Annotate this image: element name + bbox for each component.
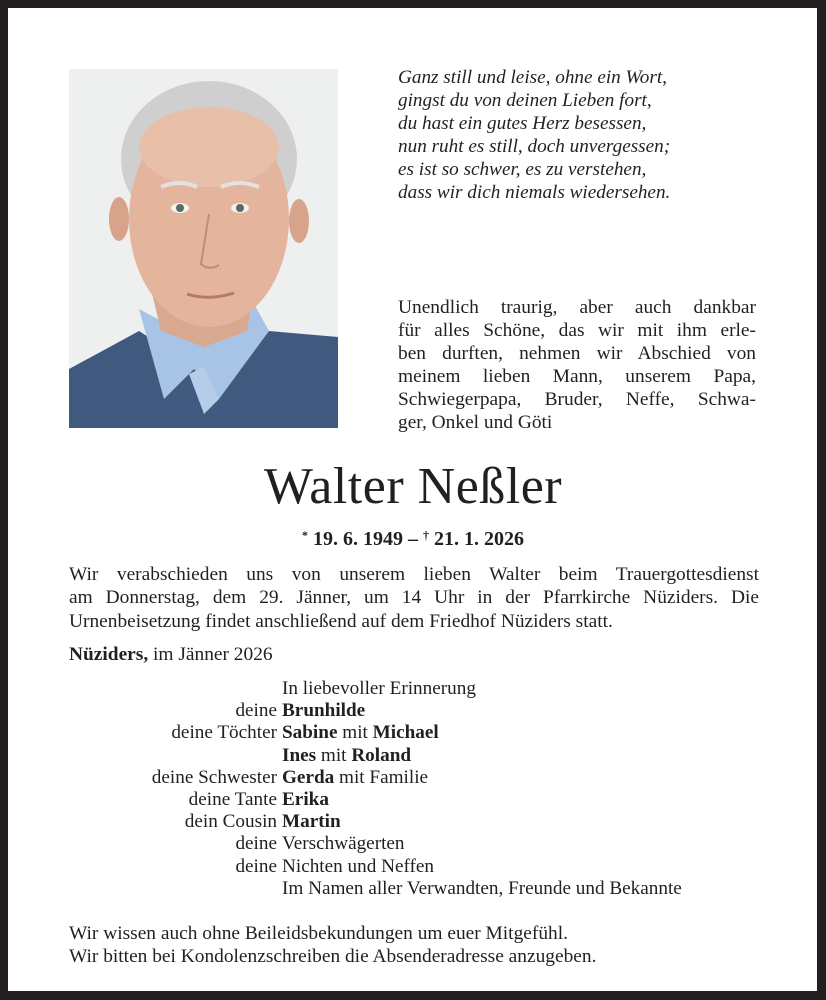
intro-line: Unendlich traurig, aber auch dankbar	[398, 297, 756, 318]
closing-note	[69, 922, 769, 968]
poem-line: es ist so schwer, es zu verstehen,	[398, 159, 647, 180]
mourner-relation: deine Tante	[188, 789, 277, 811]
poem-line: du hast ein gutes Herz besessen,	[398, 113, 647, 134]
mourner-name: Roland	[351, 744, 412, 766]
mourner-relation	[60, 878, 282, 900]
intro-line: ger, Onkel und Göti	[398, 412, 553, 433]
poem-line: gingst du von deinen Lieben fort,	[398, 90, 652, 111]
mourner-name: Martin	[282, 811, 341, 833]
mourner-text: Nichten und Neffen	[282, 855, 435, 877]
mourner-row	[60, 722, 780, 744]
mourner-relation: deine	[235, 700, 277, 722]
mourner-relation	[60, 745, 282, 767]
mourner-names	[282, 811, 341, 833]
mourner-names	[282, 700, 365, 722]
mourner-row	[60, 767, 780, 789]
mourners-heading: In liebevoller Erinnerung	[282, 678, 476, 699]
mourner-text: mit	[316, 744, 352, 766]
mourner-text: Im Namen aller Verwandten, Freunde und Bekannte	[282, 877, 682, 899]
intro-line: meinem lieben Mann, unserem Papa,	[398, 366, 756, 387]
mourners-heading-row	[60, 678, 780, 700]
mourner-rows	[60, 700, 780, 900]
intro-line: für alles Schöne, das wir mit ihm erle-	[398, 320, 756, 341]
mourner-row	[60, 856, 780, 878]
mourner-relation: deine	[235, 855, 277, 877]
mourners-list	[60, 678, 780, 900]
service-line: Urnenbeisetzung findet anschließend auf dem Friedhof Nüziders statt.	[69, 610, 613, 632]
death-symbol: †	[423, 528, 429, 542]
mourner-name: Brunhilde	[282, 700, 366, 722]
mourner-row	[60, 789, 780, 811]
service-line: Wir verabschieden uns von unserem lieben Walter beim Trauergottesdienst	[69, 564, 759, 585]
mourner-names	[282, 722, 439, 744]
mourner-names	[282, 789, 329, 811]
mourner-text: mit	[337, 722, 373, 744]
closing-line: Wir bitten bei Kondolenzschreiben die Absenderadresse anzugeben.	[69, 946, 597, 967]
place-date: im Jänner 2026	[148, 644, 273, 665]
poem	[398, 66, 778, 204]
poem-line: dass wir dich niemals wiedersehen.	[398, 182, 671, 203]
mourner-relation: deine	[235, 833, 277, 855]
portrait-image	[69, 69, 338, 428]
service-paragraph	[69, 563, 759, 633]
closing-line: Wir wissen auch ohne Beileidsbekundungen um euer Mitgefühl.	[69, 923, 568, 944]
place-date-line	[69, 643, 273, 666]
mourner-row	[60, 811, 780, 833]
mourner-name: Gerda	[282, 766, 335, 788]
mourner-row	[60, 878, 780, 900]
mourner-row	[60, 700, 780, 722]
mourner-name: Sabine	[282, 722, 338, 744]
date-separator: –	[403, 528, 423, 550]
mourner-names	[282, 878, 682, 900]
mourner-names	[282, 833, 405, 855]
mourner-row	[60, 745, 780, 767]
life-dates	[0, 520, 826, 554]
mourner-relation: deine Töchter	[171, 722, 277, 744]
mourner-name: Ines	[282, 744, 317, 766]
death-date: 21. 1. 2026	[434, 528, 524, 550]
mourner-names	[282, 767, 428, 789]
mourner-row	[60, 833, 780, 855]
portrait-photo	[69, 69, 338, 428]
mourner-name: Erika	[282, 789, 329, 811]
poem-line: Ganz still und leise, ohne ein Wort,	[398, 67, 667, 88]
intro-paragraph	[398, 296, 756, 434]
mourner-names	[282, 745, 411, 767]
place-town: Nüziders,	[69, 644, 149, 665]
birth-date: 19. 6. 1949	[313, 528, 403, 550]
mourner-text: Verschwägerten	[282, 833, 405, 855]
intro-line: Schwiegerpapa, Bruder, Neffe, Schwa-	[398, 389, 756, 410]
mourner-names	[282, 856, 434, 878]
mourner-text: mit Familie	[334, 766, 429, 788]
poem-line: nun ruht es still, doch unvergessen;	[398, 136, 671, 157]
mourner-relation: deine Schwester	[151, 766, 277, 788]
mourner-relation: dein Cousin	[184, 811, 277, 833]
deceased-name: Walter Neßler	[263, 458, 563, 515]
service-line: am Donnerstag, dem 29. Jänner, um 14 Uhr in der Pfarrkirche Nüziders. Die	[69, 587, 759, 609]
mourner-name: Michael	[372, 722, 439, 744]
intro-line: ben durften, nehmen wir Abschied von	[398, 343, 756, 364]
birth-symbol: *	[302, 528, 308, 542]
